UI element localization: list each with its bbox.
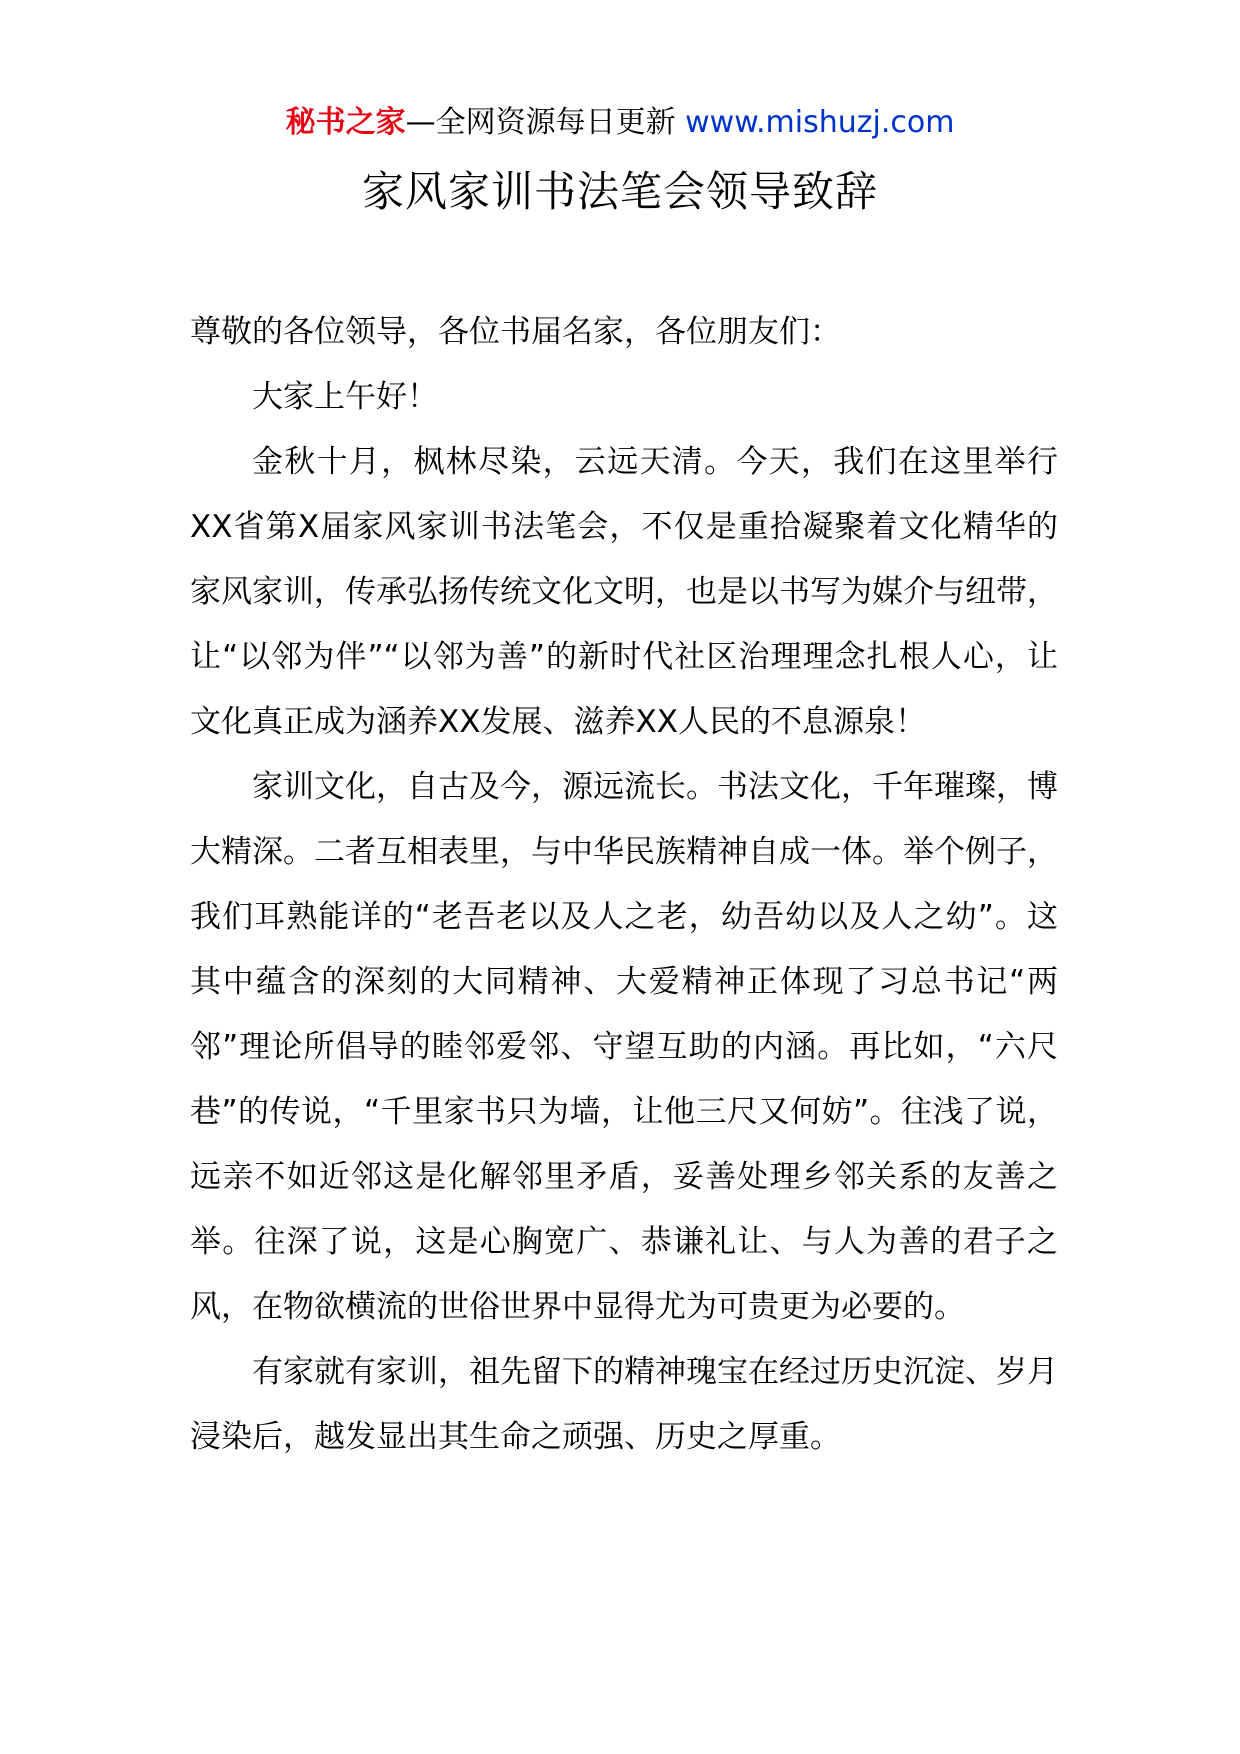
header-tagline: —全网资源每日更新	[405, 105, 686, 140]
salutation: 尊敬的各位领导，各位书届名家，各位朋友们：	[190, 314, 841, 350]
paragraph-culture: 家训文化，自古及今，源远流长。书法文化，千年璀璨，博大精深。二者互相表里，与中华民族精神自成一体。举个例子，我们耳熟能详的“老吾老以及人之老，幼吾幼以及人之幼”。这其中蕴含的深刻的大同精神、大爱精神正体现了习总书记“两邻”理论所倡导的睦邻爱邻、守望互助的内涵。再比如，“六尺巷”的传说，“千里家书只为墙，让他三尺又何妨”。往浅了说，远亲不如近邻这是化解邻里矛盾，妥善处理乡邻关系的友善之举。往深了说，这是心胸宽广、恭谦礼让、与人为善的君子之风，在物欲横流的世俗世界中显得尤为可贵更为必要的。	[190, 769, 1058, 1325]
paragraph-opening: 金秋十月，枫林尽染，云远天清。今天，我们在这里举行XX省第X届家风家训书法笔会，不仅是重拾凝聚着文化精华的家风家训，传承弘扬传统文化文明，也是以书写为媒介与纽带，让“以邻为伴”“以邻为善”的新时代社区治理理念扎根人心，让文化真正成为涵养XX发展、滋养XX人民的不息源泉！	[190, 444, 1058, 740]
paragraph-heritage: 有家就有家训，祖先留下的精神瑰宝在经过历史沉淀、岁月浸染后，越发显出其生命之顽强、历史之厚重。	[190, 1354, 1058, 1455]
document-body	[190, 300, 1058, 1470]
brand-name: 秘书之家	[285, 105, 406, 140]
document-title: 家风家训书法笔会领导致辞	[361, 167, 878, 216]
site-header	[0, 100, 1240, 146]
paragraph-greeting: 大家上午好！	[252, 379, 438, 415]
site-url-link[interactable]: www.mishuzj.com	[685, 105, 955, 140]
